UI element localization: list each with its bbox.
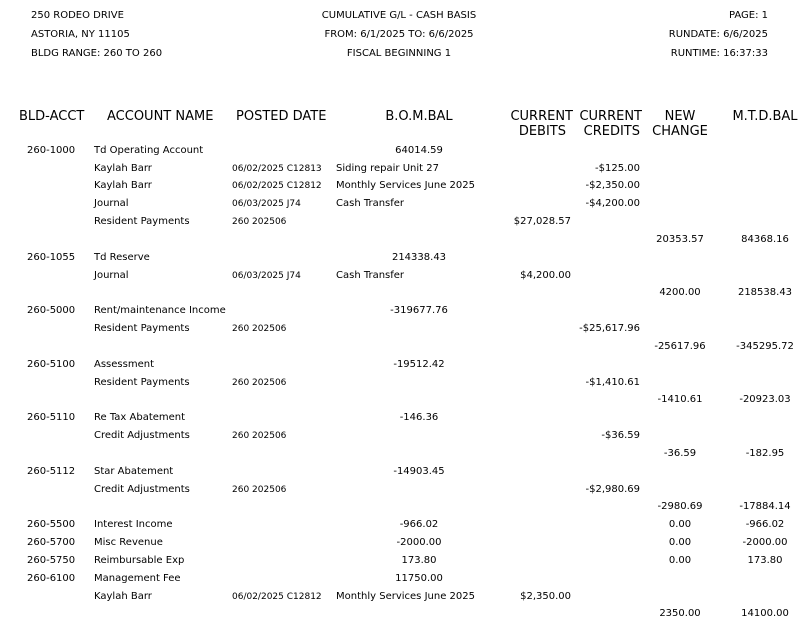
new-change: 2350.00 — [659, 608, 701, 619]
account-name: Credit Adjustments — [94, 430, 190, 441]
new-change: 0.00 — [668, 555, 692, 566]
posted-date: 06/02/2025 C12812 — [232, 592, 322, 602]
mtd-balance: 218538.43 — [737, 287, 793, 298]
report-title: CUMULATIVE G/L - CASH BASIS — [321, 10, 477, 21]
bom-balance: 214338.43 — [391, 252, 447, 263]
mtd-balance: 173.80 — [747, 555, 783, 566]
account-name: Management Fee — [94, 573, 181, 584]
account-name: Assessment — [94, 359, 154, 370]
col-header-new-change-line2: CHANGE — [652, 124, 708, 139]
current-debit: $2,350.00 — [520, 591, 571, 602]
bom-balance: -966.02 — [399, 519, 439, 530]
account-name: Journal — [94, 198, 129, 209]
posted-date: 06/02/2025 C12813 — [232, 164, 322, 174]
new-change: -2980.69 — [657, 501, 703, 512]
description: Cash Transfer — [336, 270, 405, 281]
account-name: Td Operating Account — [94, 145, 204, 156]
new-change: -36.59 — [663, 448, 697, 459]
account-number: 260-5700 — [27, 537, 76, 548]
current-credit: -$25,617.96 — [579, 323, 640, 334]
account-number: 260-5750 — [27, 555, 76, 566]
bom-balance: 11750.00 — [395, 573, 443, 584]
col-header-bom-bal: B.O.M.BAL — [385, 109, 453, 124]
account-number: 260-5100 — [27, 359, 76, 370]
posted-date: 260 202506 — [232, 485, 287, 495]
account-name: Kaylah Barr — [94, 163, 152, 174]
account-name: Misc Revenue — [94, 537, 163, 548]
current-credit: -$1,410.61 — [585, 377, 640, 388]
posted-date: 260 202506 — [232, 378, 287, 388]
col-header-account-name: ACCOUNT NAME — [107, 109, 214, 124]
description: Cash Transfer — [336, 198, 405, 209]
col-header-mtd-bal: M.T.D.BAL — [732, 109, 798, 124]
posted-date: 06/03/2025 J74 — [232, 199, 301, 209]
building-range: BLDG RANGE: 260 TO 260 — [31, 48, 163, 59]
new-change: 0.00 — [668, 519, 692, 530]
new-change: 4200.00 — [659, 287, 701, 298]
current-credit: -$36.59 — [601, 430, 640, 441]
account-number: 260-5000 — [27, 305, 76, 316]
mtd-balance: -2000.00 — [742, 537, 788, 548]
col-header-current-debits-line1: CURRENT — [510, 109, 573, 124]
account-number: 260-1055 — [27, 252, 76, 263]
current-debit: $4,200.00 — [520, 270, 571, 281]
col-header-new-change-line1: NEW — [664, 109, 696, 124]
posted-date: 06/03/2025 J74 — [232, 271, 301, 281]
account-number: 260-5500 — [27, 519, 76, 530]
run-time: RUNTIME: 16:37:33 — [670, 48, 768, 59]
fiscal-beginning: FISCAL BEGINNING 1 — [346, 48, 452, 59]
account-name: Reimbursable Exp — [94, 555, 185, 566]
mtd-balance: -345295.72 — [736, 341, 794, 352]
mtd-balance: 84368.16 — [741, 234, 789, 245]
account-name: Resident Payments — [94, 216, 190, 227]
posted-date: 260 202506 — [232, 431, 287, 441]
posted-date: 06/02/2025 C12812 — [232, 181, 322, 191]
bom-balance: -14903.45 — [393, 466, 445, 477]
current-credit: -$2,350.00 — [585, 180, 640, 191]
bom-balance: 173.80 — [401, 555, 437, 566]
account-name: Credit Adjustments — [94, 484, 190, 495]
new-change: -25617.96 — [654, 341, 706, 352]
col-header-current-debits-line2: DEBITS — [518, 124, 566, 139]
account-name: Td Reserve — [94, 252, 150, 263]
new-change: 20353.57 — [656, 234, 704, 245]
col-header-posted-date: POSTED DATE — [236, 109, 327, 124]
account-name: Star Abatement — [94, 466, 174, 477]
account-name: Rent/maintenance Income — [94, 305, 226, 316]
mtd-balance: -182.95 — [745, 448, 785, 459]
current-credit: -$125.00 — [595, 163, 640, 174]
current-credit: -$2,980.69 — [585, 484, 640, 495]
description: Monthly Services June 2025 — [336, 591, 475, 602]
description: Monthly Services June 2025 — [336, 180, 475, 191]
address-line-2: ASTORIA, NY 11105 — [31, 29, 130, 40]
bom-balance: 64014.59 — [395, 145, 443, 156]
posted-date: 260 202506 — [232, 324, 287, 334]
current-debit: $27,028.57 — [513, 216, 571, 227]
account-name: Resident Payments — [94, 323, 190, 334]
mtd-balance: -20923.03 — [739, 394, 791, 405]
posted-date: 260 202506 — [232, 217, 287, 227]
account-number: 260-6100 — [27, 573, 76, 584]
account-number: 260-5112 — [27, 466, 76, 477]
account-name: Journal — [94, 270, 129, 281]
col-header-current-credits-line2: CREDITS — [583, 124, 640, 139]
account-name: Interest Income — [94, 519, 173, 530]
col-header-bld-acct: BLD-ACCT — [19, 109, 85, 124]
account-number: 260-1000 — [27, 145, 76, 156]
run-date: RUNDATE: 6/6/2025 — [668, 29, 768, 40]
account-name: Kaylah Barr — [94, 180, 152, 191]
account-name: Resident Payments — [94, 377, 190, 388]
mtd-balance: 14100.00 — [741, 608, 789, 619]
bom-balance: -146.36 — [399, 412, 439, 423]
col-header-current-credits-line1: CURRENT — [579, 109, 642, 124]
address-line-1: 250 RODEO DRIVE — [31, 10, 124, 21]
page-number: PAGE: 1 — [728, 10, 768, 21]
bom-balance: -19512.42 — [393, 359, 445, 370]
bom-balance: -2000.00 — [396, 537, 442, 548]
account-name: Re Tax Abatement — [94, 412, 186, 423]
account-name: Kaylah Barr — [94, 591, 152, 602]
current-credit: -$4,200.00 — [585, 198, 640, 209]
new-change: -1410.61 — [657, 394, 703, 405]
report-date-range: FROM: 6/1/2025 TO: 6/6/2025 — [324, 29, 474, 40]
bom-balance: -319677.76 — [390, 305, 448, 316]
mtd-balance: -966.02 — [745, 519, 785, 530]
account-number: 260-5110 — [27, 412, 76, 423]
new-change: 0.00 — [668, 537, 692, 548]
mtd-balance: -17884.14 — [739, 501, 791, 512]
description: Siding repair Unit 27 — [336, 163, 439, 174]
